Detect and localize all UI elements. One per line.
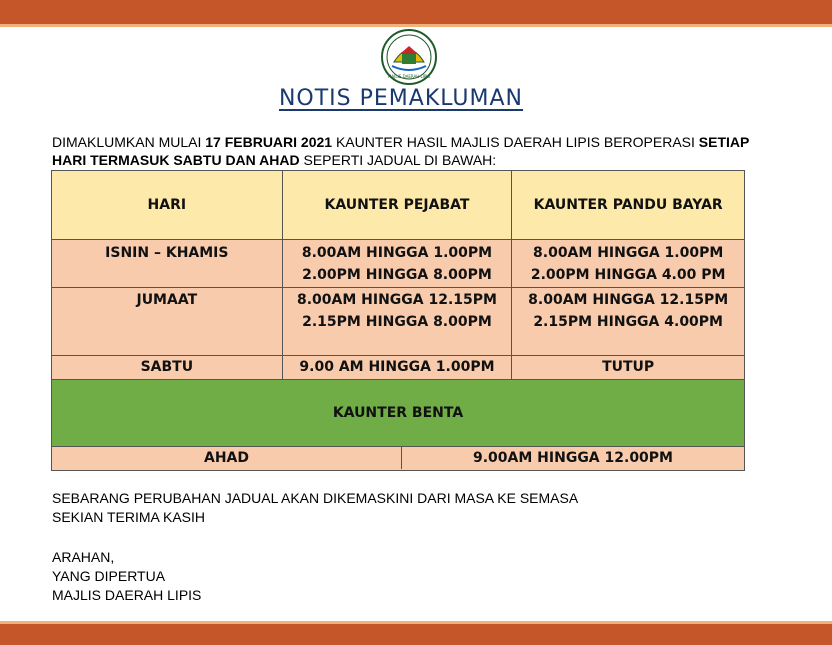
day-cell: JUMAAT — [52, 288, 283, 356]
drive-hours-cell: 8.00AM HINGGA 1.00PM 2.00PM HINGGA 4.00 PM — [512, 240, 745, 288]
footer-note: SEBARANG PERUBAHAN JADUAL AKAN DIKEMASKINI DARI MASA KE SEMASA SEKIAN TERIMA KASIH — [52, 490, 579, 525]
table-header-row — [52, 171, 745, 240]
benta-day-cell: AHAD — [52, 447, 402, 469]
header-office: KAUNTER PEJABAT — [282, 171, 512, 240]
svg-text:MAJLIS DAERAH LIPIS: MAJLIS DAERAH LIPIS — [387, 74, 431, 79]
table-row — [52, 240, 745, 288]
top-banner-stripe — [0, 24, 832, 27]
table-row — [52, 288, 745, 356]
table-row — [52, 447, 745, 471]
header-day: HARI — [52, 171, 283, 240]
drive-hours-cell: 8.00AM HINGGA 12.15PM 2.15PM HINGGA 4.00PM — [512, 288, 745, 356]
signature-block: ARAHAN, YANG DIPERTUA MAJLIS DAERAH LIPIS — [52, 549, 202, 603]
intro-paragraph: DIMAKLUMKAN MULAI 17 FEBRUARI 2021 KAUNTER HASIL MAJLIS DAERAH LIPIS BEROPERASI SETIAP HARI TERMASUK SABTU DAN AHAD SEPERTI JADUAL DI BAWAH: — [52, 134, 750, 168]
office-hours-cell: 8.00AM HINGGA 12.15PM 2.15PM HINGGA 8.00PM — [282, 288, 512, 356]
header-drive: KAUNTER PANDU BAYAR — [512, 171, 745, 240]
benta-header-row — [52, 380, 745, 447]
day-cell: ISNIN – KHAMIS — [52, 240, 283, 288]
top-banner-bar — [0, 0, 832, 24]
benta-time-cell: 9.00AM HINGGA 12.00PM — [473, 450, 673, 466]
majlis-daerah-lipis-crest-icon — [380, 28, 438, 86]
bottom-banner-bar — [0, 624, 832, 645]
table-row — [52, 356, 745, 380]
schedule-table — [51, 170, 745, 471]
office-hours-cell: 9.00 AM HINGGA 1.00PM — [282, 356, 512, 380]
office-hours-cell: 8.00AM HINGGA 1.00PM 2.00PM HINGGA 8.00PM — [282, 240, 512, 288]
benta-title: KAUNTER BENTA — [52, 380, 745, 447]
drive-hours-cell: TUTUP — [512, 356, 745, 380]
page-title: NOTIS PEMAKLUMAN — [278, 86, 524, 111]
day-cell: SABTU — [52, 356, 283, 380]
